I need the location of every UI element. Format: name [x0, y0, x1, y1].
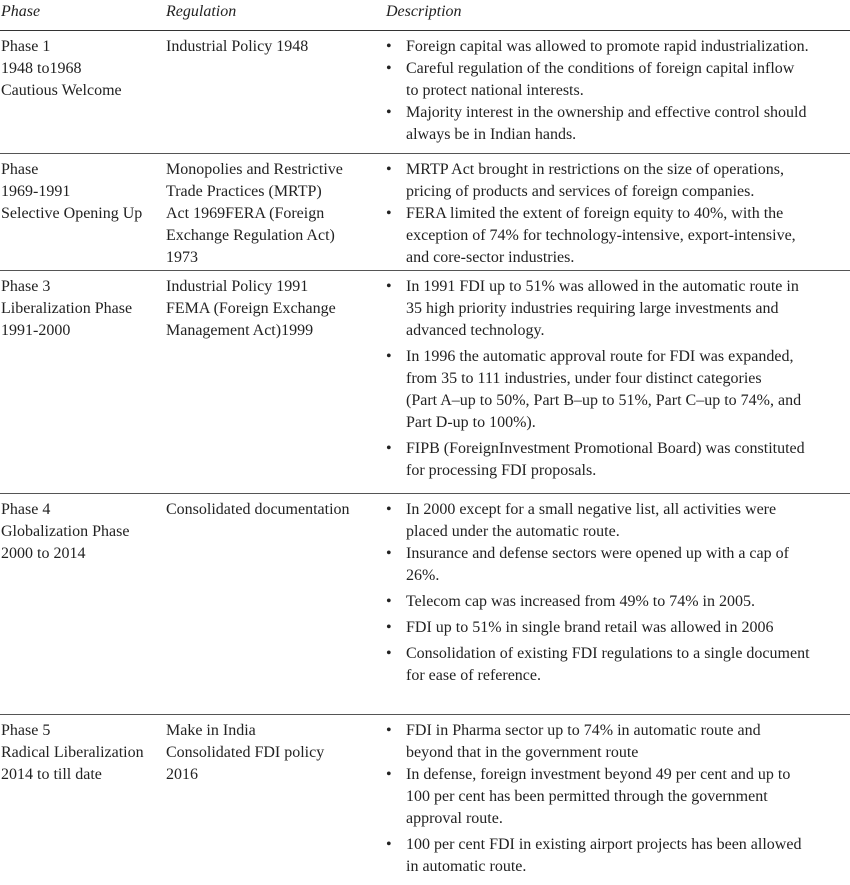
bullet-item: [386, 36, 850, 58]
bullet-line: • Foreign capital was allowed to promote rapid industrialization.: [406, 38, 809, 55]
table-row: [0, 271, 850, 494]
phase-line: Radical Liberalization: [1, 744, 144, 761]
phase-line: Phase: [1, 161, 39, 178]
bullet-line: in automatic route.: [406, 858, 527, 875]
phase-cell: [1, 159, 163, 225]
regulation-line: 2016: [166, 766, 198, 783]
description-cell: [386, 36, 850, 146]
phase-line: Phase 5: [1, 722, 51, 739]
table-body: [0, 31, 850, 885]
regulation-line: FEMA (Foreign Exchange: [166, 300, 336, 317]
phase-line: Cautious Welcome: [1, 82, 122, 99]
description-cell: [386, 499, 850, 687]
header-regulation: Regulation: [166, 3, 237, 20]
bullet-line: advanced technology.: [406, 322, 545, 339]
bullet-line: • Majority interest in the ownership and effective control should: [406, 104, 807, 121]
bullet-line: • Consolidation of existing FDI regulations to a single document: [406, 645, 810, 662]
regulation-line: Industrial Policy 1991: [166, 278, 309, 295]
phase-cell: [1, 36, 163, 102]
bullet-line: and core-sector industries.: [406, 249, 575, 266]
phase-line: 1948 to1968: [1, 60, 82, 77]
bullet-list: [386, 499, 850, 687]
bullet-list: [386, 159, 850, 269]
regulation-line: Make in India: [166, 722, 256, 739]
bullet-line: 100 per cent has been permitted through the government: [406, 788, 768, 805]
phase-line: Selective Opening Up: [1, 205, 143, 222]
phase-cell: [1, 720, 163, 786]
bullet-item: [386, 764, 850, 830]
bullet-line: • 100 per cent FDI in existing airport projects has been allowed: [406, 836, 802, 853]
bullet-line: 35 high priority industries requiring large investments and: [406, 300, 779, 317]
bullet-item: [386, 203, 850, 269]
regulation-cell: [166, 276, 378, 342]
bullet-list: [386, 720, 850, 878]
bullet-item: [386, 643, 850, 687]
bullet-item: [386, 159, 850, 203]
table-row: [0, 715, 850, 885]
bullet-line: Part D-up to 100%).: [406, 414, 536, 431]
regulation-line: Trade Practices (MRTP): [166, 183, 322, 200]
bullet-line: for processing FDI proposals.: [406, 462, 597, 479]
table-row: [0, 154, 850, 271]
bullet-line: • FDI up to 51% in single brand retail was allowed in 2006: [406, 619, 774, 636]
bullet-item: [386, 543, 850, 587]
regulation-line: Consolidated FDI policy: [166, 744, 325, 761]
bullet-line: • In defense, foreign investment beyond 49 per cent and up to: [406, 766, 791, 783]
bullet-line: • Careful regulation of the conditions of foreign capital inflow: [406, 60, 795, 77]
header-phase: Phase: [1, 3, 41, 20]
phase-line: 1969-1991: [1, 183, 71, 200]
regulation-line: Management Act)1999: [166, 322, 314, 339]
bullet-line: • In 1996 the automatic approval route for FDI was expanded,: [406, 348, 794, 365]
bullet-item: [386, 58, 850, 102]
bullet-list: [386, 276, 850, 482]
regulation-cell: [166, 36, 378, 58]
description-cell: [386, 159, 850, 269]
bullet-line: exception of 74% for technology-intensive, export-intensive,: [406, 227, 796, 244]
phase-cell: [1, 499, 163, 565]
bullet-item: [386, 438, 850, 482]
phase-line: Phase 4: [1, 501, 51, 518]
bullet-line: beyond that in the government route: [406, 744, 639, 761]
bullet-line: • In 1991 FDI up to 51% was allowed in the automatic route in: [406, 278, 799, 295]
phase-line: Phase 1: [1, 38, 51, 55]
regulation-cell: [166, 499, 378, 521]
regulation-line: Monopolies and Restrictive: [166, 161, 343, 178]
bullet-line: always be in Indian hands.: [406, 126, 577, 143]
regulation-line: Consolidated documentation: [166, 501, 350, 518]
regulation-cell: [166, 159, 378, 269]
bullet-line: placed under the automatic route.: [406, 523, 620, 540]
bullet-item: [386, 102, 850, 146]
bullet-line: • FDI in Pharma sector up to 74% in automatic route and: [406, 722, 761, 739]
bullet-line: • FERA limited the extent of foreign equity to 40%, with the: [406, 205, 784, 222]
regulation-cell: [166, 720, 378, 786]
phase-cell: [1, 276, 163, 342]
bullet-item: [386, 346, 850, 434]
bullet-line: • MRTP Act brought in restrictions on the size of operations,: [406, 161, 784, 178]
bullet-item: [386, 276, 850, 342]
phase-line: Liberalization Phase: [1, 300, 133, 317]
bullet-line: 26%.: [406, 567, 440, 584]
table-row: [0, 494, 850, 715]
regulation-line: Exchange Regulation Act): [166, 227, 335, 244]
description-cell: [386, 720, 850, 878]
bullet-line: from 35 to 111 industries, under four distinct categories: [406, 370, 762, 387]
bullet-item: [386, 591, 850, 613]
header-description: Description: [386, 3, 462, 20]
regulation-line: Industrial Policy 1948: [166, 38, 309, 55]
bullet-line: (Part A–up to 50%, Part B–up to 51%, Part C–up to 74%, and: [406, 392, 802, 409]
description-cell: [386, 276, 850, 482]
bullet-line: • Telecom cap was increased from 49% to 74% in 2005.: [406, 593, 755, 610]
table-row: [0, 31, 850, 154]
bullet-item: [386, 499, 850, 543]
phase-line: Globalization Phase: [1, 523, 130, 540]
bullet-line: • Insurance and defense sectors were opened up with a cap of: [406, 545, 789, 562]
phase-line: 2014 to till date: [1, 766, 102, 783]
bullet-line: • In 2000 except for a small negative list, all activities were: [406, 501, 777, 518]
bullet-line: to protect national interests.: [406, 82, 584, 99]
phase-line: Phase 3: [1, 278, 51, 295]
bullet-line: • FIPB (ForeignInvestment Promotional Board) was constituted: [406, 440, 805, 457]
table-header: [0, 0, 850, 31]
regulation-line: Act 1969FERA (Foreign: [166, 205, 325, 222]
bullet-line: for ease of reference.: [406, 667, 542, 684]
phase-line: 2000 to 2014: [1, 545, 86, 562]
regulation-line: 1973: [166, 249, 198, 266]
phase-line: 1991-2000: [1, 322, 71, 339]
bullet-item: [386, 720, 850, 764]
bullet-item: [386, 834, 850, 878]
bullet-item: [386, 617, 850, 639]
bullet-line: approval route.: [406, 810, 503, 827]
bullet-list: [386, 36, 850, 146]
bullet-line: pricing of products and services of foreign companies.: [406, 183, 755, 200]
